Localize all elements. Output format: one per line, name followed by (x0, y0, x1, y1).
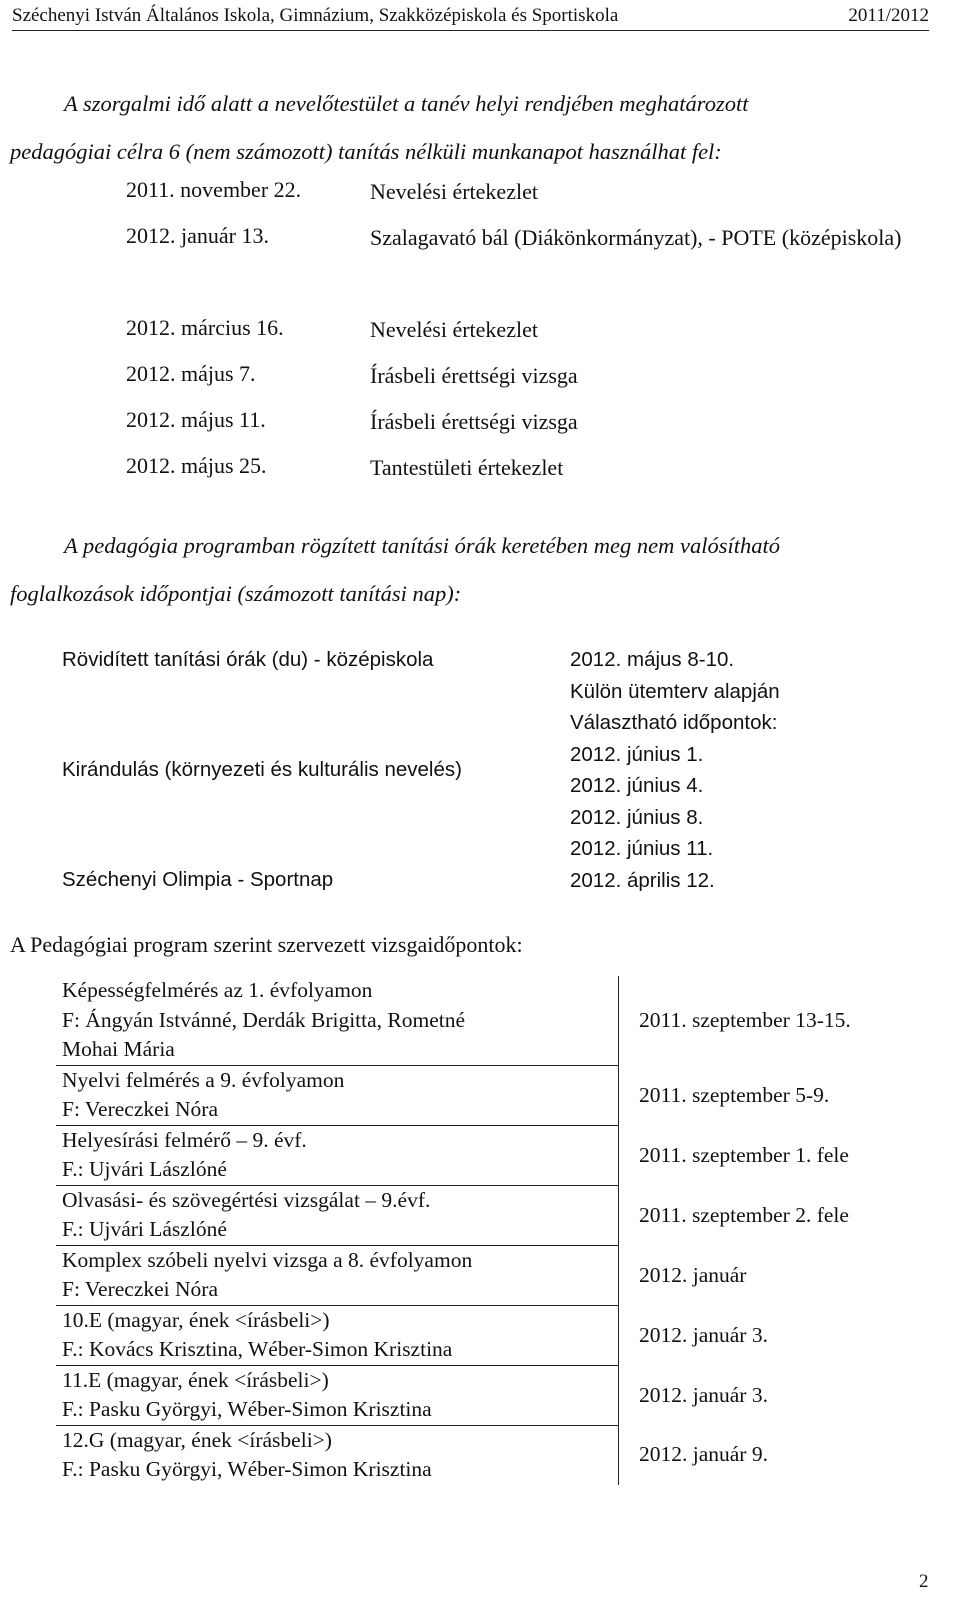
exams-heading: A Pedagógiai program szerint szervezett vizsgaidőpontok: (10, 932, 523, 957)
list-item (126, 315, 926, 361)
exam-date: 2012. január 3. (639, 1322, 768, 1347)
exams-table (56, 976, 939, 1485)
workday-event: Írásbeli érettségi vizsga (370, 409, 578, 434)
table-row (56, 1065, 939, 1125)
school-name: Széchenyi István Általános Iskola, Gimnázium, Szakközépiskola és Sportiskola (12, 5, 619, 26)
workday-date: 2012. január 13. (126, 223, 269, 248)
exam-line: F.: Kovács Krisztina, Wéber-Simon Krisztina (62, 1337, 453, 1361)
exam-line: F: Vereczkei Nóra (62, 1097, 219, 1121)
exam-line: 12.G (magyar, ének <írásbeli>) (62, 1427, 332, 1452)
exam-description (56, 1365, 619, 1425)
exam-line: F.: Ujvári Lászlóné (62, 1217, 227, 1241)
exam-description (56, 1185, 619, 1245)
table-row (56, 1125, 939, 1185)
exam-date: 2012. január 3. (639, 1382, 768, 1407)
exam-date: 2011. szeptember 13-15. (639, 1008, 851, 1032)
workday-list (126, 177, 926, 499)
workday-event: Írásbeli érettségi vizsga (370, 363, 578, 388)
activity-name: Kirándulás (környezeti és kulturális nevelés) (62, 758, 462, 781)
list-item (126, 177, 926, 223)
table-row (56, 1365, 939, 1425)
exam-line: Komplex szóbeli nyelvi vizsga a 8. évfolyamon (62, 1247, 473, 1272)
workday-date: 2012. május 25. (126, 453, 267, 478)
activity-value: Választható időpontok: (570, 711, 778, 734)
exam-date: 2011. szeptember 1. fele (639, 1142, 849, 1167)
exam-line: Olvasási- és szövegértési vizsgálat – 9.évf. (62, 1187, 431, 1212)
table-row (56, 1305, 939, 1365)
exam-line: Képességfelmérés az 1. évfolyamon (62, 978, 373, 1002)
exam-line: Nyelvi felmérés a 9. évfolyamon (62, 1067, 345, 1092)
activity-name: Rövidített tanítási órák (du) - középiskola (62, 647, 434, 671)
intro-paragraph (10, 80, 940, 176)
activity-value: 2012. április 12. (570, 868, 715, 892)
exam-line: 10.E (magyar, ének <írásbeli>) (62, 1307, 330, 1332)
exam-line: Mohai Mária (62, 1037, 175, 1061)
list-item (126, 223, 926, 315)
table-row (56, 976, 939, 1065)
program-paragraph (10, 522, 940, 618)
workday-event: Szalagavató bál (Diákönkormányzat), - POTE (középiskola) (370, 225, 902, 250)
workday-date: 2012. május 11. (126, 407, 266, 432)
activity-value: Külön ütemterv alapján (570, 679, 780, 703)
activity-name: Széchenyi Olimpia - Sportnap (62, 868, 334, 892)
exam-date: 2012. január (639, 1262, 747, 1287)
workday-event: Tantestületi értekezlet (370, 455, 564, 480)
exam-description (56, 1425, 619, 1485)
list-item (62, 865, 922, 897)
exam-description (56, 976, 619, 1065)
workday-event: Nevelési értekezlet (370, 179, 538, 204)
intro-line-2: pedagógiai célra 6 (nem számozott) tanítás nélküli munkanapot használhat fel: (10, 139, 722, 164)
activity-value: 2012. június 1. (570, 742, 704, 766)
table-row (56, 1185, 939, 1245)
exam-date: 2011. szeptember 5-9. (639, 1082, 830, 1107)
activity-value: 2012. május 8-10. (570, 648, 735, 671)
workday-date: 2012. május 7. (126, 361, 256, 386)
list-item (62, 676, 922, 865)
school-year: 2011/2012 (848, 5, 929, 26)
program-line-1: A pedagógia programban rögzített tanítási órák keretében meg nem valósítható (64, 533, 780, 558)
program-line-2: foglalkozások időpontjai (számozott tanítási nap): (10, 581, 462, 606)
exam-line: F: Ángyán Istvánné, Derdák Brigitta, Rometné (62, 1007, 466, 1032)
list-item (62, 644, 922, 676)
list-item (126, 361, 926, 407)
workday-date: 2012. március 16. (126, 315, 284, 340)
workday-event: Nevelési értekezlet (370, 317, 538, 342)
exam-line: F.: Pasku Györgyi, Wéber-Simon Krisztina (62, 1397, 432, 1421)
exam-date: 2012. január 9. (639, 1442, 768, 1467)
exam-line: Helyesírási felmérő – 9. évf. (62, 1127, 307, 1152)
activity-value: 2012. június 4. (570, 774, 704, 797)
table-row (56, 1425, 939, 1485)
list-item (126, 407, 926, 453)
activity-value: 2012. június 8. (570, 805, 704, 829)
exam-date: 2011. szeptember 2. fele (639, 1202, 849, 1227)
exam-description (56, 1065, 619, 1125)
exam-line: F: Vereczkei Nóra (62, 1277, 219, 1301)
workday-date: 2011. november 22. (126, 177, 302, 202)
page-number: 2 (919, 1571, 929, 1592)
activity-value: 2012. június 11. (570, 837, 714, 860)
page-header (12, 2, 929, 31)
exam-description (56, 1125, 619, 1185)
exam-line: F.: Ujvári Lászlóné (62, 1157, 227, 1181)
activity-list (62, 644, 922, 896)
list-item (126, 453, 926, 499)
exam-description (56, 1305, 619, 1365)
exam-line: 11.E (magyar, ének <írásbeli>) (62, 1367, 329, 1392)
exam-line: F.: Pasku Györgyi, Wéber-Simon Krisztina (62, 1457, 432, 1481)
exam-description (56, 1245, 619, 1305)
intro-line-1: A szorgalmi idő alatt a nevelőtestület a tanév helyi rendjében meghatározott (64, 91, 749, 116)
table-row (56, 1245, 939, 1305)
